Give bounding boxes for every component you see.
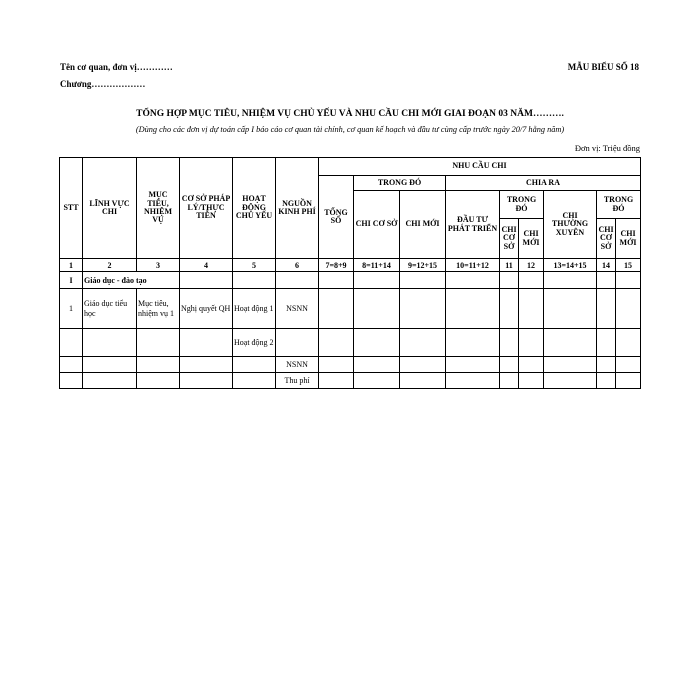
section-title: Giáo dục - đào tạo: [83, 272, 180, 289]
row-nguon: Thu phí: [276, 373, 319, 389]
header-hoat-dong: HOẠT ĐỘNG CHỦ YẾU: [233, 158, 276, 259]
header-nhu-cau-chi: NHU CẦU CHI: [319, 158, 641, 176]
header-chi-moi: CHI MỚI: [400, 191, 446, 259]
section-roman: I: [60, 272, 83, 289]
table-row: [60, 329, 641, 357]
header-stt: STT: [60, 158, 83, 259]
row-nguon: NSNN: [276, 357, 319, 373]
header-dau-tu-phat-trien: ĐẦU TƯ PHÁT TRIỂN: [446, 191, 500, 259]
column-number: 1: [60, 259, 83, 272]
column-number: 6: [276, 259, 319, 272]
column-number: 2: [83, 259, 137, 272]
report-subtitle: (Dùng cho các đơn vị dự toán cấp I báo cáo cơ quan tài chính, cơ quan kế hoạch và đầu tư cùng cấp trước ngày 20/7 hằng năm): [135, 125, 565, 134]
header-chia-ra: CHIA RA: [446, 176, 641, 191]
header-tong-so: TỔNG SỐ: [319, 176, 354, 259]
report-table: [59, 157, 641, 389]
table-row: [60, 289, 641, 329]
row-hoat-dong: Hoạt động 1: [233, 289, 276, 329]
row-stt: 1: [60, 289, 83, 329]
header-sub-chi-co-so-2: CHI CƠ SỞ: [597, 219, 616, 259]
column-number: 11: [500, 259, 519, 272]
header-chi-co-so: CHI CƠ SỞ: [354, 191, 400, 259]
row-muc-tieu: Mục tiêu, nhiệm vụ 1: [137, 289, 180, 329]
form-number: MẪU BIỂU SỐ 18: [567, 62, 639, 72]
table-row: [60, 357, 641, 373]
row-nguon: NSNN: [276, 289, 319, 329]
header-trong-do-dau-tu: TRONG ĐÓ: [500, 191, 544, 219]
column-number: 13=14+15: [544, 259, 597, 272]
table-row: [60, 373, 641, 389]
agency-name: Tên cơ quan, đơn vị…………: [60, 62, 173, 72]
column-number: 3: [137, 259, 180, 272]
section-row: [60, 272, 641, 289]
header-chi-thuong-xuyen: CHI THƯỜNG XUYÊN: [544, 191, 597, 259]
header-sub-chi-moi-1: CHI MỚI: [519, 219, 544, 259]
header-sub-chi-moi-2: CHI MỚI: [616, 219, 641, 259]
header-linh-vuc: LĨNH VỰC CHI: [83, 158, 137, 259]
header-trong-do: TRONG ĐÓ: [354, 176, 446, 191]
column-number: 14: [597, 259, 616, 272]
header-co-so-phap-ly: CƠ SỞ PHÁP LÝ/THỰC TIỄN: [180, 158, 233, 259]
column-number: 10=11+12: [446, 259, 500, 272]
column-number: 7=8+9: [319, 259, 354, 272]
row-linh-vuc: Giáo dục tiểu học: [83, 289, 137, 329]
column-number: 5: [233, 259, 276, 272]
row-co-so: Nghị quyết QH: [180, 289, 233, 329]
column-number: 15: [616, 259, 641, 272]
chapter-label: Chương………………: [60, 79, 146, 89]
header-sub-chi-co-so-1: CHI CƠ SỞ: [500, 219, 519, 259]
column-number-row: [60, 259, 641, 272]
header-muc-tieu: MỤC TIÊU, NHIỆM VỤ: [137, 158, 180, 259]
report-title: TỔNG HỢP MỤC TIÊU, NHIỆM VỤ CHỦ YẾU VÀ NHU CẦU CHI MỚI GIAI ĐOẠN 03 NĂM……….: [136, 109, 564, 119]
header-nguon-kinh-phi: NGUỒN KINH PHÍ: [276, 158, 319, 259]
unit-label: Đơn vị: Triệu đồng: [574, 143, 640, 153]
column-number: 8=11+14: [354, 259, 400, 272]
column-number: 12: [519, 259, 544, 272]
column-number: 9=12+15: [400, 259, 446, 272]
row-hoat-dong: Hoạt động 2: [233, 329, 276, 357]
column-number: 4: [180, 259, 233, 272]
header-trong-do-thuong-xuyen: TRONG ĐÓ: [597, 191, 641, 219]
